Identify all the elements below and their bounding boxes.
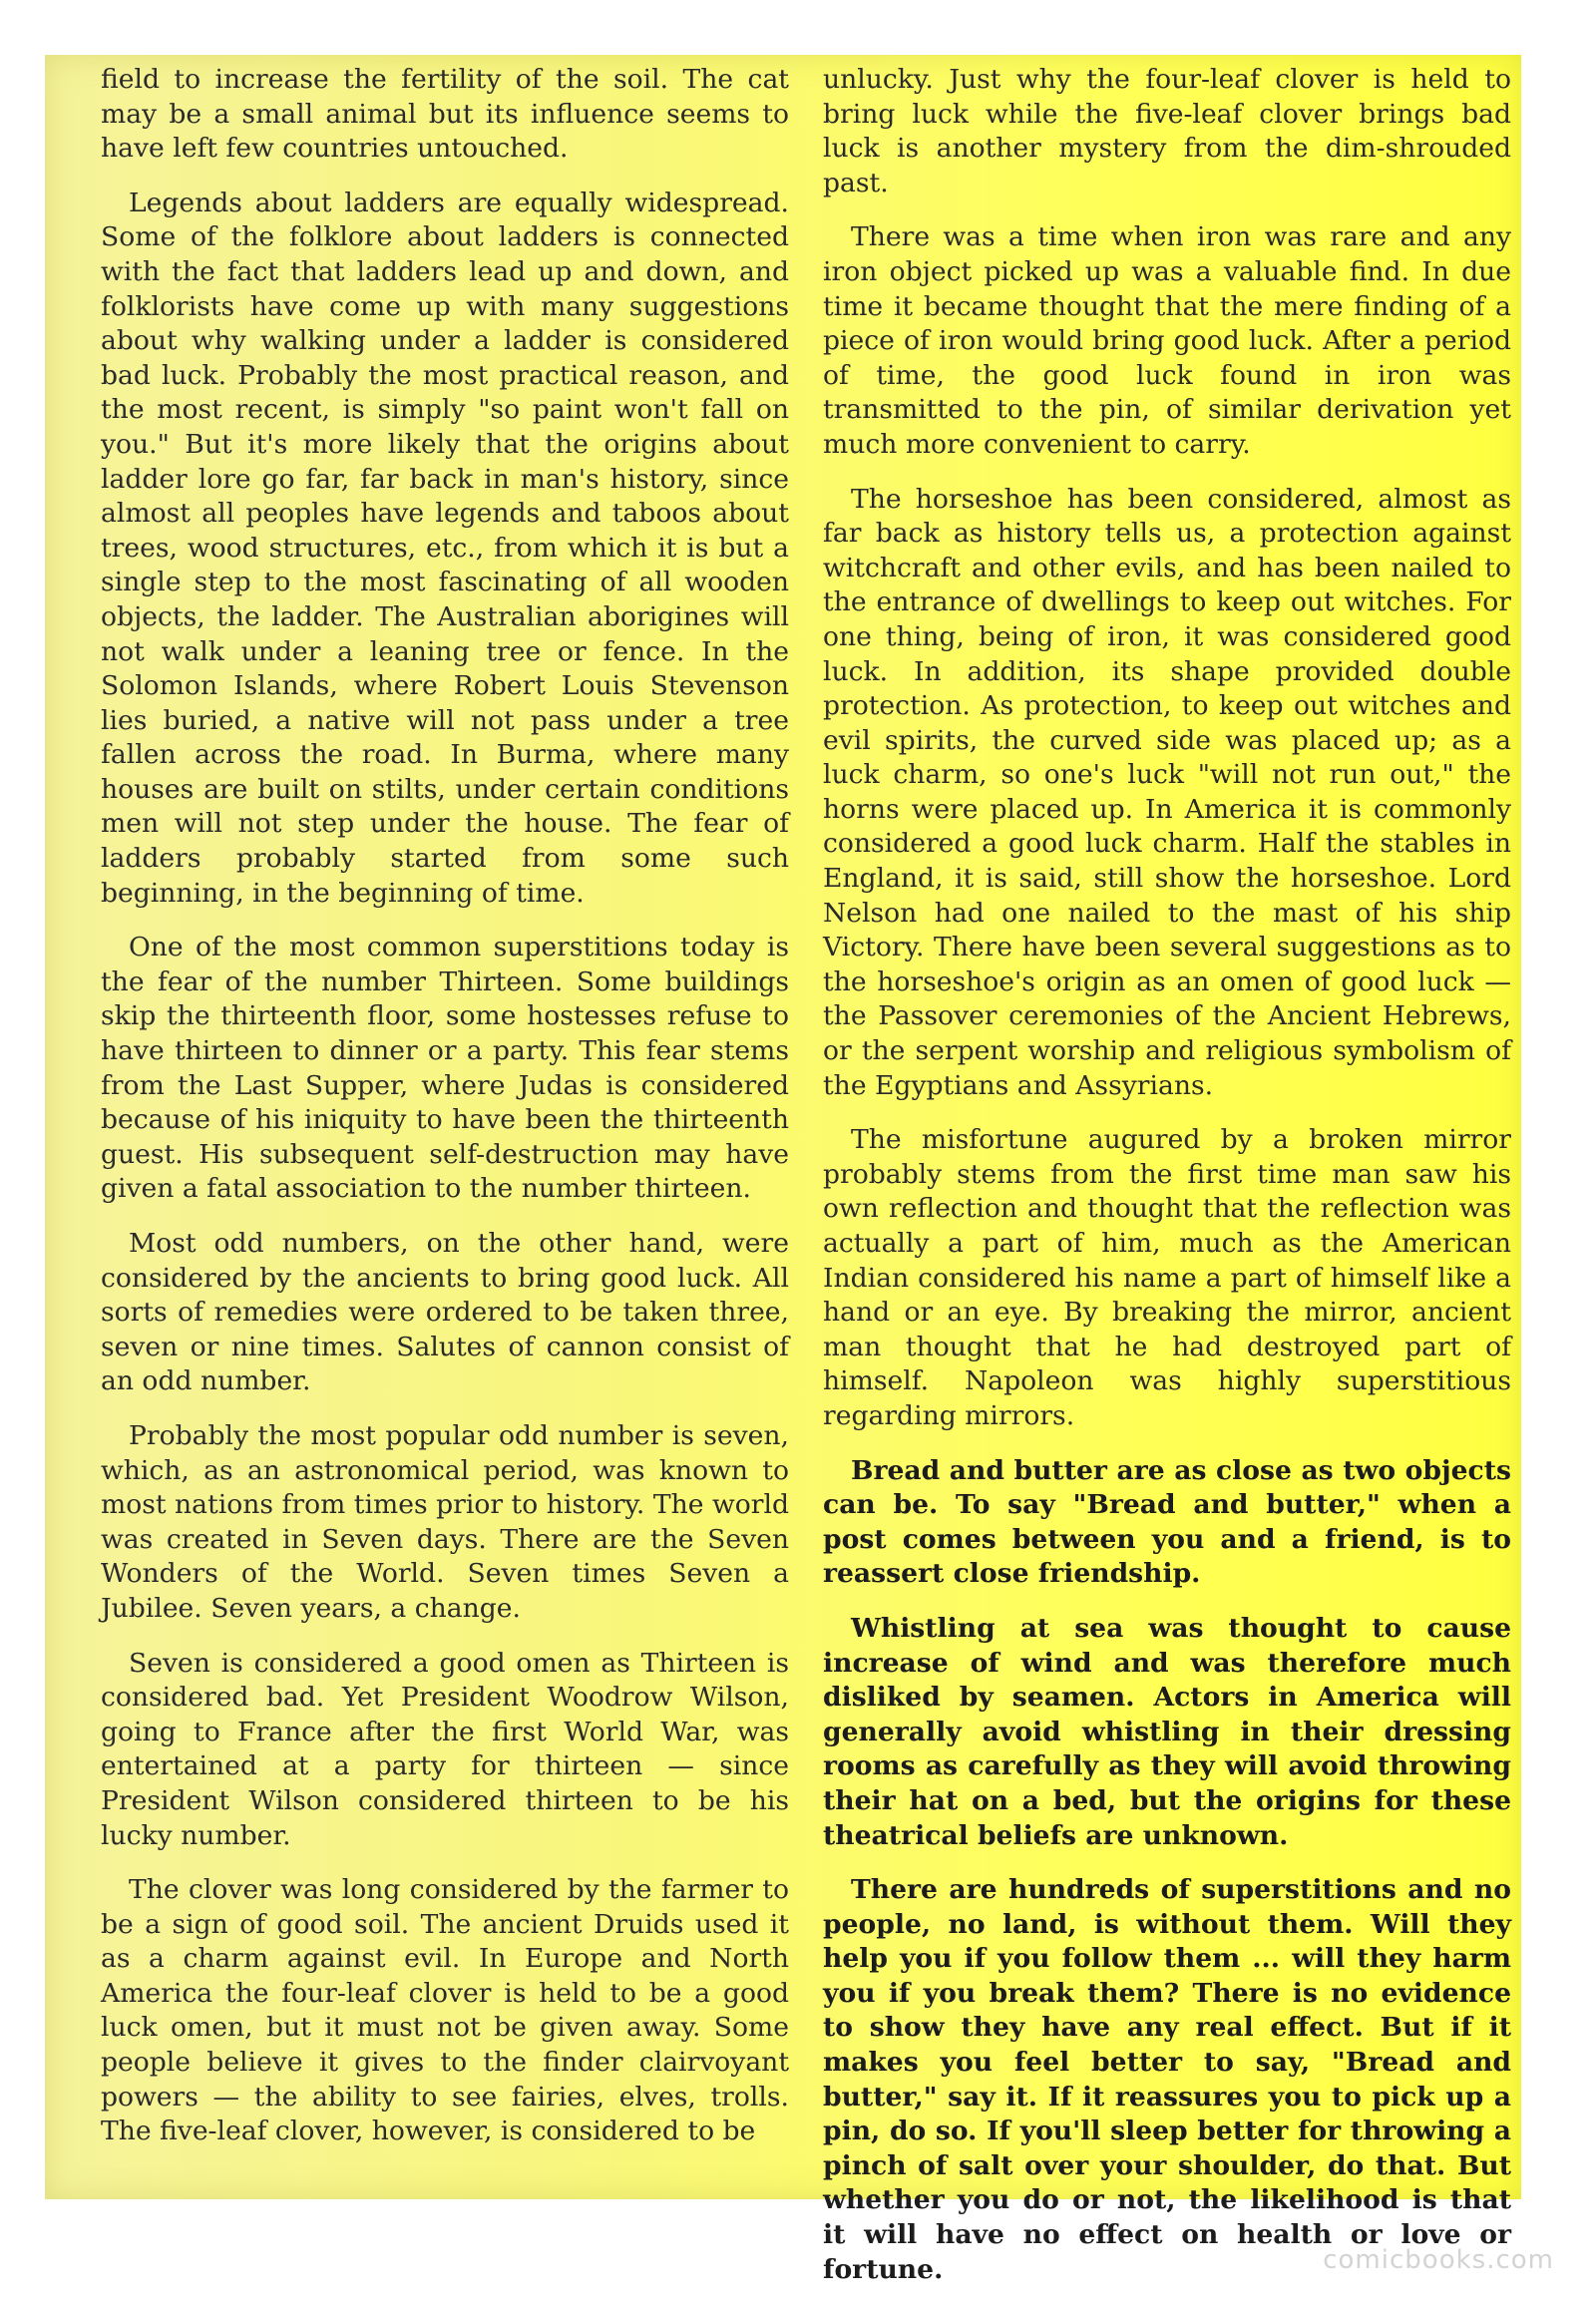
paragraph-seven: Probably the most popular odd number is seven, which, as an astronomical period, was known to most nations from times prior to history. The world was created in Seven days. There are the Seven Wonders of the World. Seven times Seven a Jubilee. Seven years, a change.	[101, 1419, 789, 1624]
paragraph-odd-numbers: Most odd numbers, on the other hand, were considered by the ancients to bring good luck. All sorts of remedies were ordered to be taken three, seven or nine times. Salutes of cannon consist of an odd number.	[101, 1228, 789, 1397]
paragraph-bread-and-butter: Bread and butter are as close as two objects can be. To say "Bread and butter," when a post comes between you and a friend, is to reassert close friendship.	[823, 1454, 1511, 1590]
paragraph-thirteen: One of the most common superstitions today is the fear of the number Thirteen. Some buildings skip the thirteenth floor, some hostesses refuse to have thirteen to dinner or a party. This fear stems from the Last Supper, where Judas is considered because of his iniquity to have been the thirteenth guest. His subsequent self-destruction may have given a fatal association to the number thirteen.	[101, 932, 789, 1205]
paragraph-clover-continuation: unlucky. Just why the four-leaf clover is held to bring luck while the five-leaf clover brings bad luck is another mystery from the dim-shrouded past.	[823, 64, 1511, 198]
article-right-column	[823, 63, 1511, 2307]
paragraph-ladders: Legends about ladders are equally widespread. Some of the folklore about ladders is connected with the fact that ladders lead up and down, and folklorists have come up with many suggestions about why walking under a ladder is considered bad luck. Probably the most practical reason, and the most recent, is simply "so paint won't fall on you." But it's more likely that the origins about ladder lore go far, far back in man's history, since almost all peoples have legends and taboos about trees, wood structures, etc., from which it is but a single step to the most fascinating of all wooden objects, the ladder. The Australian aborigines will not walk under a leaning tree or fence. In the Solomon Islands, where Robert Louis Stevenson lies buried, a native will not pass under a tree fallen across the road. In Burma, where many houses are built on stilts, under certain conditions men will not step under the house. The fear of ladders probably started from some such beginning, in the beginning of time.	[101, 187, 789, 909]
paragraph-mirror: The misfortune augured by a broken mirror probably stems from the first time man saw his own reflection and thought that the reflection was actually a part of him, much as the American Indian considered his name a part of himself like a hand or an eye. By breaking the mirror, ancient man thought that he had destroyed part of himself. Napoleon was highly superstitious regarding mirrors.	[823, 1124, 1511, 1431]
article-left-column	[101, 63, 789, 2169]
paragraph-cat-continuation: field to increase the fertility of the soil. The cat may be a small animal but its influence seems to have left few countries untouched.	[101, 64, 789, 165]
paragraph-clover: The clover was long considered by the farmer to be a sign of good soil. The ancient Druids used it as a charm against evil. In Europe and North America the four-leaf clover is held to be a good luck omen, but it must not be given away. Some people believe it gives to the finder clairvoyant powers — the ability to see fairies, elves, trolls. The five-leaf clover, however, is considered to be	[101, 1874, 789, 2147]
paragraph-whistling: Whistling at sea was thought to cause increase of wind and was therefore much disliked by seamen. Actors in America will generally avoid whistling in their dressing rooms as carefully as they will avoid throwing their hat on a bed, but the origins for these theatrical beliefs are unknown.	[823, 1612, 1511, 1851]
site-watermark: comicbooks.com	[1323, 2245, 1554, 2275]
paragraph-seven-wilson: Seven is considered a good omen as Thirteen is considered bad. Yet President Woodrow Wilson, going to France after the first World War, was entertained at a party for thirteen — since President Wilson considered thirteen to be his lucky number.	[101, 1647, 789, 1851]
paragraph-conclusion: There are hundreds of superstitions and no people, no land, is without them. Will they help you if you follow them ... will they harm you if you break them? There is no evidence to show they have any real effect. But if it makes you feel better to say, "Bread and butter," say it. If it reassures you to pick up a pin, do so. If you'll sleep better for throwing a pinch of salt over your shoulder, do that. But whether you do or not, the likelihood is that it will have no effect on health or love or fortune.	[823, 1874, 1511, 2285]
paragraph-iron: There was a time when iron was rare and any iron object picked up was a valuable find. In due time it became thought that the mere finding of a piece of iron would bring good luck. After a period of time, the good luck found in iron was transmitted to the pin, of similar derivation yet much more convenient to carry.	[823, 221, 1511, 460]
paragraph-horseshoe: The horseshoe has been considered, almost as far back as history tells us, a protection against witchcraft and other evils, and has been nailed to the entrance of dwellings to keep out witches. For one thing, being of iron, it was considered good luck. In addition, its shape provided double protection. As protection, to keep out witches and evil spirits, the curved side was placed up; as a luck charm, so one's luck "will not run out," the horns were placed up. In America it is commonly considered a good luck charm. Half the stables in England, it is said, still show the horseshoe. Lord Nelson had one nailed to the mast of his ship Victory. There have been several suggestions as to the horseshoe's origin as an omen of good luck — the Passover ceremonies of the Ancient Hebrews, or the serpent worship and religious symbolism of the Egyptians and Assyrians.	[823, 483, 1511, 1101]
